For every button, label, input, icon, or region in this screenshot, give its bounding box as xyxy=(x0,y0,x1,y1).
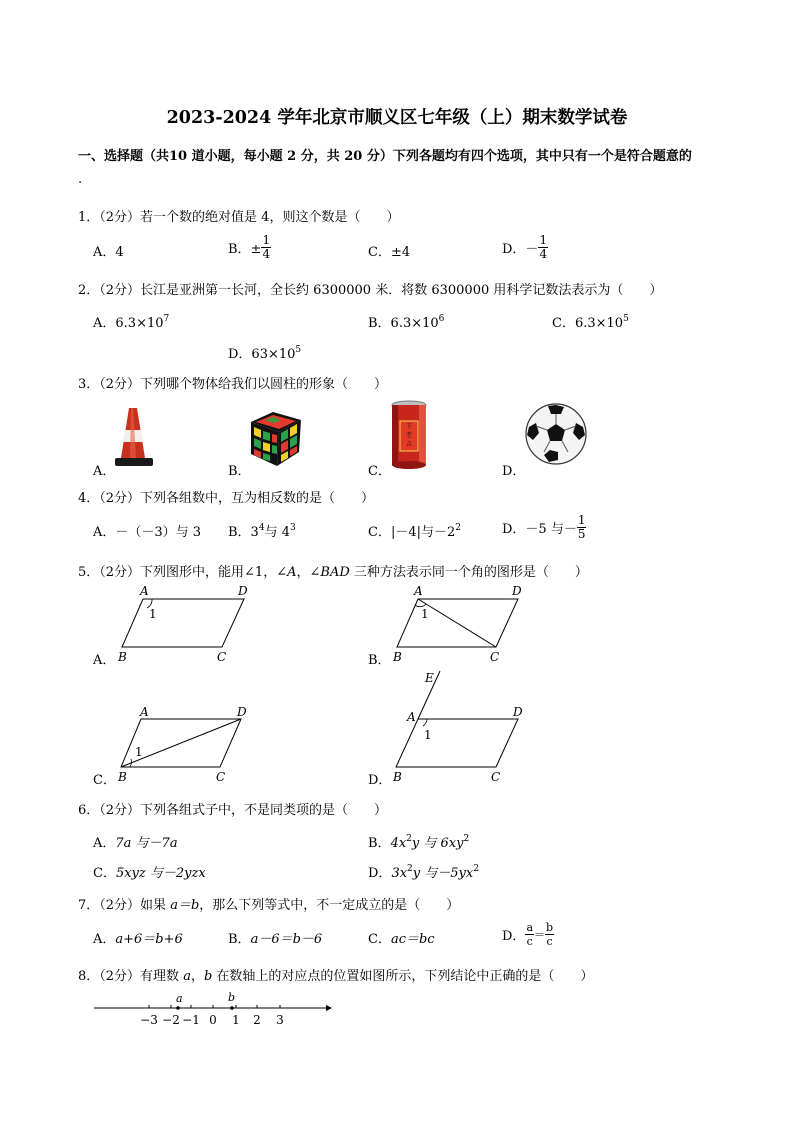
vertex-label-a: A xyxy=(140,705,149,719)
tick-label: 0 xyxy=(209,1013,217,1027)
option-letter: C． xyxy=(368,932,391,947)
q8-stem-part1: 8．（2分）有理数 xyxy=(78,969,184,984)
option-letter: B． xyxy=(368,836,391,851)
angle-label-1: 1 xyxy=(149,607,157,621)
q5-option-d: D． xyxy=(368,773,392,788)
q6-option-a-expr: 7a 与－7a xyxy=(115,836,178,851)
q8-stem-var-b: b xyxy=(203,969,213,984)
q7-option-d xyxy=(502,921,554,948)
tick-label: −2 xyxy=(162,1013,180,1027)
q6-stem: 6．（2分）下列各组式子中，不是同类项的是（ ） xyxy=(78,803,388,818)
q7-option-b-expr: a－6＝b－6 xyxy=(250,932,323,947)
q4-option-a: A．－（－3）与 3 xyxy=(93,525,202,540)
vertex-label-c: C xyxy=(491,770,501,784)
exponent: 2 xyxy=(407,864,413,874)
q4-option-d-prefix: D．－5 与－ xyxy=(502,522,577,537)
fraction-denominator: c xyxy=(526,935,533,948)
tick-label: −1 xyxy=(182,1013,200,1027)
q2-option-a xyxy=(93,312,169,331)
exponent: 2 xyxy=(463,834,470,844)
q5-stem-var-bad: BAD xyxy=(320,565,350,580)
tick-label: 2 xyxy=(253,1013,261,1027)
section-heading: 一、选择题（共10 道小题，每小题 2 分，共 20 分）下列各题均有四个选项，其中只有一个是符合题意的 xyxy=(78,149,692,164)
exponent: 5 xyxy=(623,314,629,324)
rubiks-cube-image xyxy=(247,408,305,468)
q7-stem-part1: 7．（2分）如果 xyxy=(78,898,171,913)
fraction-denominator: 5 xyxy=(577,527,586,541)
q6-option-b xyxy=(368,832,469,851)
q4-option-b xyxy=(228,521,296,540)
fraction xyxy=(538,234,548,261)
q4-option-c xyxy=(368,521,461,540)
exponent: 2 xyxy=(406,834,412,844)
vertex-label-b: B xyxy=(393,650,402,664)
vertex-label-c: C xyxy=(216,770,226,784)
fraction-denominator: 4 xyxy=(262,247,271,261)
vertex-label-d: D xyxy=(513,705,523,719)
exponent: 5 xyxy=(295,345,302,355)
exponent: 3 xyxy=(289,523,296,533)
q6-option-d xyxy=(368,862,479,881)
q3-option-d: D． xyxy=(502,464,526,479)
q7-option-a xyxy=(93,928,183,947)
tick-label: 3 xyxy=(276,1013,284,1027)
point-b-label: b xyxy=(228,991,236,1004)
point-a-marker xyxy=(176,1006,180,1010)
exponent: 2 xyxy=(473,864,479,874)
number-line xyxy=(90,990,335,1032)
exponent: 6 xyxy=(438,314,445,324)
q1-option-b xyxy=(228,234,271,261)
option-letter: D． xyxy=(368,866,392,881)
fraction xyxy=(525,921,534,948)
q6-option-d-part1: 3x xyxy=(391,866,408,881)
q2-option-a-base: A．6.3×10 xyxy=(93,316,164,331)
tick-label: 1 xyxy=(232,1013,240,1027)
q2-option-b-base: B．6.3×10 xyxy=(368,316,439,331)
q6-option-d-part2: y 与－5yx xyxy=(412,866,474,881)
q3-option-c: C． xyxy=(368,464,391,479)
vertex-label-b: B xyxy=(393,770,402,784)
angle-label-1: 1 xyxy=(421,607,429,621)
q3-option-b: B． xyxy=(228,464,251,479)
point-b-marker xyxy=(230,1006,234,1010)
equals-sign: ＝ xyxy=(534,928,545,942)
section-heading-cont: . xyxy=(78,172,83,187)
q8-stem xyxy=(78,965,593,984)
fraction-numerator: b xyxy=(546,921,554,934)
fraction-numerator: 1 xyxy=(262,233,271,247)
angle-label-1: 1 xyxy=(424,728,432,742)
q6-option-c xyxy=(93,862,206,881)
q7-stem-part2: ，那么下列等式中，不一定成立的是（ ） xyxy=(199,898,460,913)
q2-option-d xyxy=(228,343,301,362)
q2-option-d-base: D．63×10 xyxy=(228,347,296,362)
parallelogram-figure-d xyxy=(385,668,535,785)
q5-option-c: C． xyxy=(93,773,116,788)
q1-option-b-prefix: B．± xyxy=(228,242,262,257)
fraction-denominator: 4 xyxy=(539,247,548,261)
q4-option-b-part2: 与 4 xyxy=(264,525,290,540)
point-label-e: E xyxy=(425,671,434,685)
q5-stem xyxy=(78,561,588,580)
exponent: 4 xyxy=(258,523,265,533)
point-a-label: a xyxy=(176,992,183,1005)
parallelogram-figure-b xyxy=(385,580,535,665)
q1-stem: 1．（2分）若一个数的绝对值是 4，则这个数是（ ） xyxy=(78,210,400,225)
arrow-icon xyxy=(326,1005,332,1011)
q4-option-b-part1: B．3 xyxy=(228,525,259,540)
traffic-cone-image xyxy=(112,404,158,470)
tick-label: −3 xyxy=(140,1013,158,1027)
vertex-label-c: C xyxy=(490,650,500,664)
vertex-label-d: D xyxy=(512,584,522,598)
can-label-line2: 老 xyxy=(405,432,413,439)
fraction-numerator: 1 xyxy=(539,233,548,247)
q7-stem xyxy=(78,894,459,913)
q2-stem: 2．（2分）长江是亚洲第一长河，全长约 6300000 米．将数 6300000 用科学记数法表示为（ ） xyxy=(78,283,663,298)
option-letter: A． xyxy=(93,836,116,851)
q8-stem-part3: 在数轴上的对应点的位置如图所示，下列结论中正确的是（ ） xyxy=(212,969,594,984)
vertex-label-d: D xyxy=(238,584,248,598)
fraction-numerator: a xyxy=(526,921,533,934)
fraction xyxy=(577,514,587,541)
q6-option-a xyxy=(93,832,178,851)
q5-option-b: B． xyxy=(368,653,391,668)
q8-stem-var-a: a xyxy=(183,969,191,984)
q7-option-c-expr: ac＝bc xyxy=(390,932,435,947)
vertex-label-a: A xyxy=(140,584,149,598)
q4-option-c-base: C．|－4|与－2 xyxy=(368,525,456,540)
q5-stem-var-a: A xyxy=(287,565,297,580)
q5-stem-part1: 5．（2分）下列图形中，能用∠1，∠ xyxy=(78,565,288,580)
q1-option-a: A．4 xyxy=(93,245,124,260)
q2-option-c-base: C．6.3×10 xyxy=(552,316,624,331)
can-label-line1: 王 xyxy=(405,423,413,430)
can-label-line3: 吉 xyxy=(405,441,413,448)
q4-option-d xyxy=(502,514,586,541)
exponent: 7 xyxy=(163,314,170,324)
q5-stem-part2: ，∠ xyxy=(296,565,321,580)
q1-option-d xyxy=(502,234,548,261)
q6-option-b-part1: 4x xyxy=(390,836,407,851)
fraction xyxy=(261,234,271,261)
q3-option-a: A． xyxy=(93,464,116,479)
option-letter: B． xyxy=(228,932,251,947)
q1-option-d-prefix: D．－ xyxy=(502,242,539,257)
option-letter: A． xyxy=(93,932,116,947)
q7-stem-var: a＝b xyxy=(170,898,200,913)
vertex-label-b: B xyxy=(118,650,127,664)
q3-stem: 3．（2分）下列哪个物体给我们以圆柱的形象（ ） xyxy=(78,377,388,392)
vertex-label-d: D xyxy=(237,705,247,719)
soda-can-image xyxy=(388,399,430,471)
parallelogram-figure-c xyxy=(110,700,260,785)
q1-option-c: C．±4 xyxy=(368,245,411,260)
vertex-label-a: A xyxy=(407,710,416,724)
q7-option-a-expr: a+6＝b+6 xyxy=(115,932,183,947)
exponent: 2 xyxy=(455,523,461,533)
page-title: 2023-2024 学年北京市顺义区七年级（上）期末数学试卷 xyxy=(166,108,628,128)
parallelogram-figure-a xyxy=(110,580,260,665)
option-letter: C． xyxy=(93,866,116,881)
q6-option-b-part2: y 与 6xy xyxy=(411,836,464,851)
q7-option-b xyxy=(228,928,322,947)
q6-option-c-expr: 5xyz 与－2yzx xyxy=(115,866,206,881)
vertex-label-a: A xyxy=(414,584,423,598)
option-letter: D． xyxy=(502,929,526,944)
angle-label-1: 1 xyxy=(135,745,143,759)
q2-option-b xyxy=(368,312,444,331)
q8-stem-part2: ， xyxy=(190,969,204,984)
q7-option-c xyxy=(368,928,435,947)
q4-stem: 4．（2分）下列各组数中，互为相反数的是（ ） xyxy=(78,491,375,506)
q2-option-c xyxy=(552,312,629,331)
vertex-label-b: B xyxy=(118,770,127,784)
fraction-denominator: c xyxy=(546,935,553,948)
vertex-label-c: C xyxy=(217,650,227,664)
fraction xyxy=(545,921,554,948)
soccer-ball-image xyxy=(524,402,588,466)
q5-option-a: A． xyxy=(93,653,116,668)
fraction-numerator: 1 xyxy=(577,513,586,527)
q5-stem-part3: 三种方法表示同一个角的图形是（ ） xyxy=(349,565,588,580)
